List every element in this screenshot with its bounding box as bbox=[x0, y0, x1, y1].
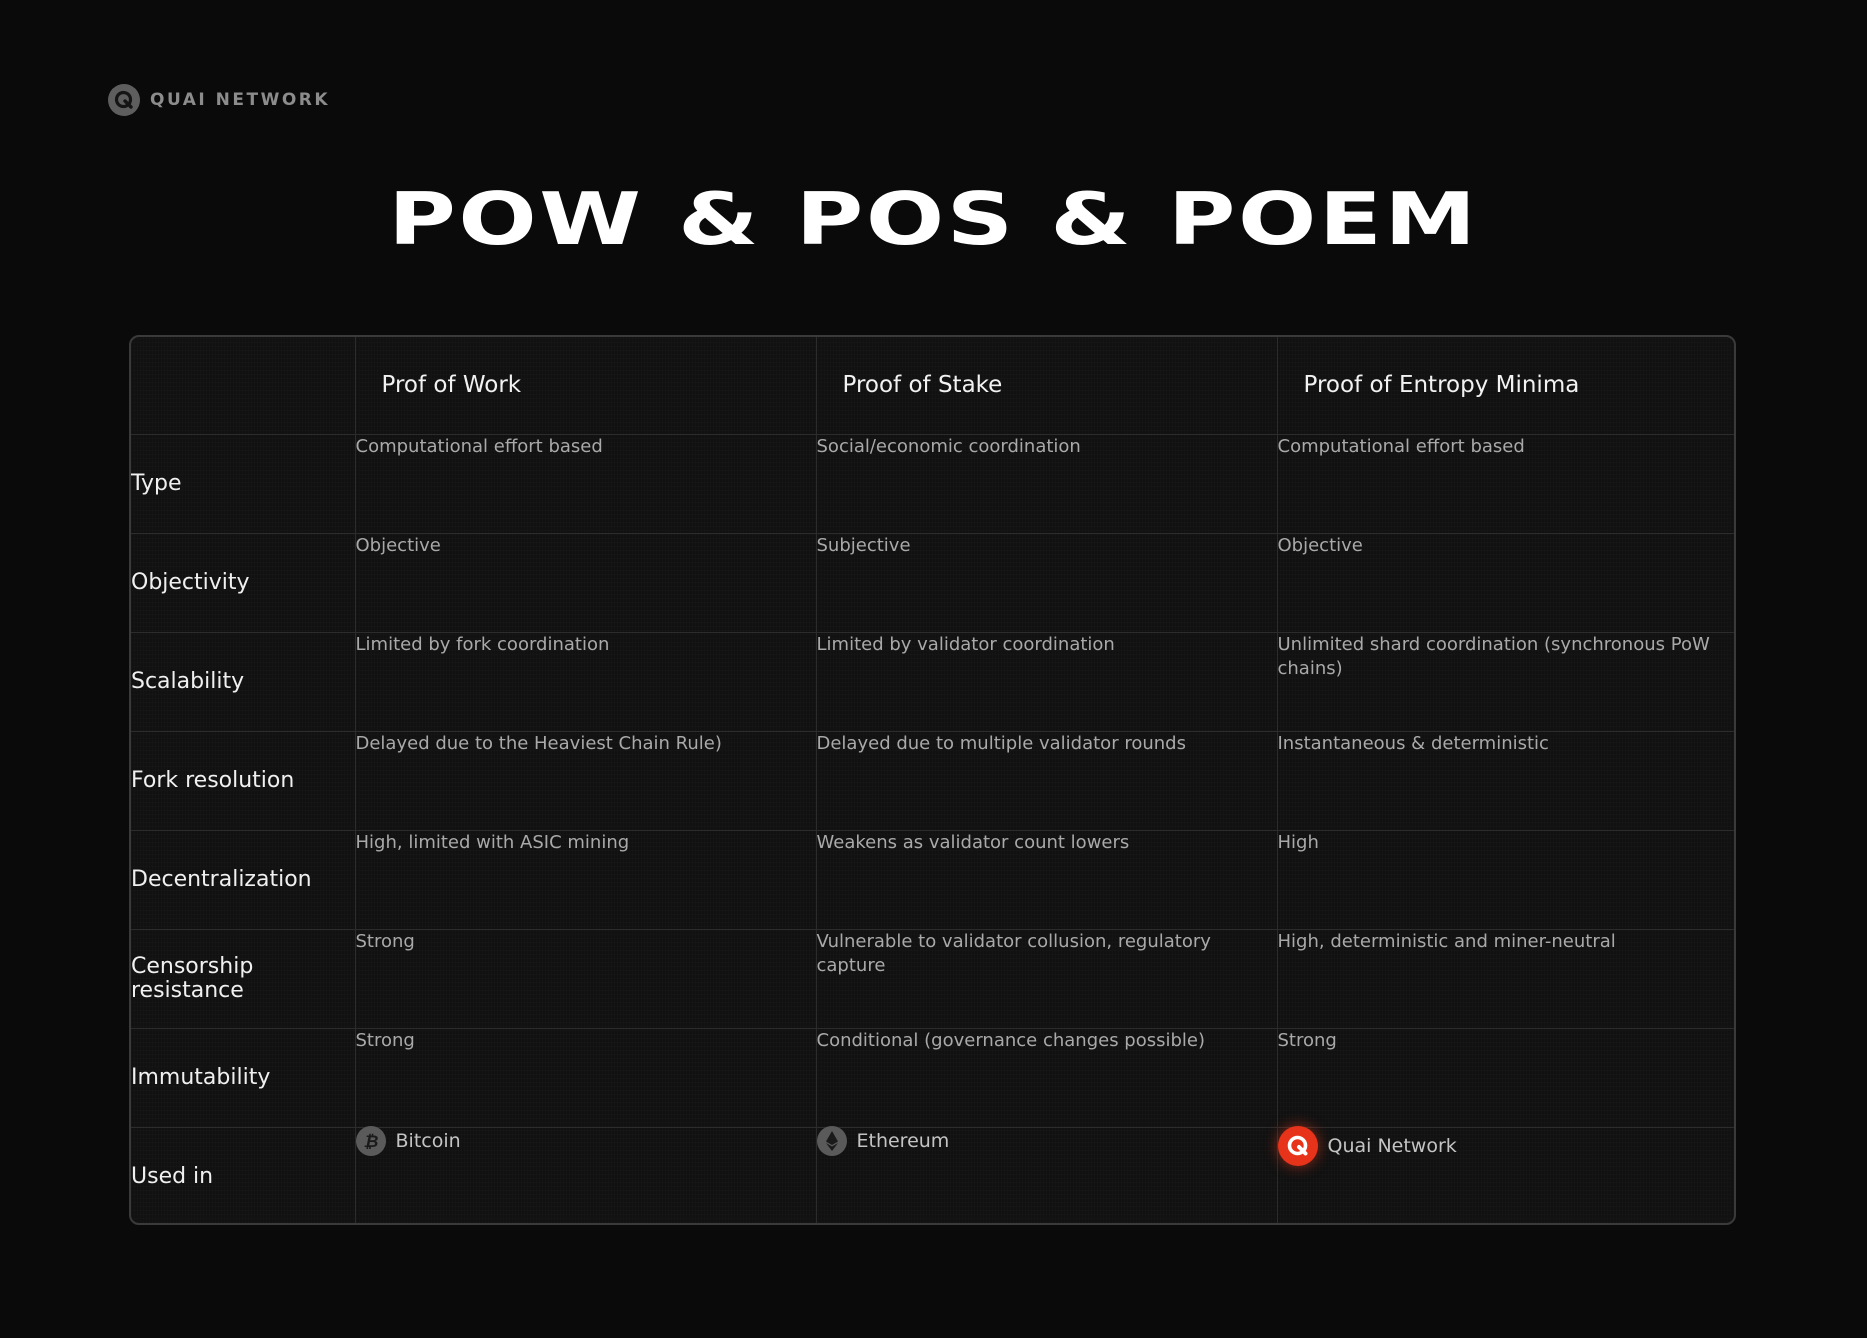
table-cell: High, limited with ASIC mining bbox=[355, 830, 816, 929]
svg-text:₿: ₿ bbox=[363, 1131, 378, 1152]
row-label-objectivity: Objectivity bbox=[131, 533, 355, 632]
row-label-immutability: Immutability bbox=[131, 1028, 355, 1127]
row-label-censorship-resistance: Censorship resistance bbox=[131, 929, 355, 1028]
quai-logo-icon bbox=[108, 84, 140, 116]
row-label-used-in: Used in bbox=[131, 1127, 355, 1225]
table-cell: Unlimited shard coordination (synchronous PoW chains) bbox=[1277, 632, 1736, 731]
table-cell: Strong bbox=[1277, 1028, 1736, 1127]
table-cell: High bbox=[1277, 830, 1736, 929]
brand-name: QUAI NETWORK bbox=[150, 90, 331, 110]
table-header-row bbox=[131, 337, 1736, 434]
used-in-label: Quai Network bbox=[1327, 1134, 1457, 1157]
quai-network-icon bbox=[1278, 1126, 1318, 1166]
table-cell: Computational effort based bbox=[1277, 434, 1736, 533]
table-cell: Delayed due to the Heaviest Chain Rule) bbox=[355, 731, 816, 830]
table-cell: Social/economic coordination bbox=[816, 434, 1277, 533]
table-cell: Limited by fork coordination bbox=[355, 632, 816, 731]
table-cell bbox=[816, 1127, 1277, 1225]
table-cell: High, deterministic and miner-neutral bbox=[1277, 929, 1736, 1028]
column-header-pow: Prof of Work bbox=[355, 337, 816, 434]
table-cell: Subjective bbox=[816, 533, 1277, 632]
table-row bbox=[131, 731, 1736, 830]
table-cell bbox=[355, 1127, 816, 1225]
row-label-type: Type bbox=[131, 434, 355, 533]
table-cell: Objective bbox=[1277, 533, 1736, 632]
table-row-used-in bbox=[131, 1127, 1736, 1225]
table-cell bbox=[1277, 1127, 1736, 1225]
table-cell: Weakens as validator count lowers bbox=[816, 830, 1277, 929]
used-in-label: Ethereum bbox=[856, 1129, 950, 1152]
used-in-quai-network bbox=[1278, 1126, 1737, 1166]
row-label-fork-resolution: Fork resolution bbox=[131, 731, 355, 830]
table-cell: Strong bbox=[355, 929, 816, 1028]
table-row bbox=[131, 434, 1736, 533]
column-header-pos: Proof of Stake bbox=[816, 337, 1277, 434]
bitcoin-icon bbox=[356, 1126, 386, 1156]
table-cell: Computational effort based bbox=[355, 434, 816, 533]
ethereum-icon bbox=[817, 1126, 847, 1156]
table-row bbox=[131, 1028, 1736, 1127]
table-cell: Strong bbox=[355, 1028, 816, 1127]
table-cell: Delayed due to multiple validator rounds bbox=[816, 731, 1277, 830]
used-in-ethereum bbox=[817, 1126, 1277, 1156]
used-in-label: Bitcoin bbox=[395, 1129, 461, 1152]
row-label-decentralization: Decentralization bbox=[131, 830, 355, 929]
used-in-bitcoin bbox=[356, 1126, 816, 1156]
header-empty-cell bbox=[131, 337, 355, 434]
page-title: POW & POS & POEM bbox=[388, 177, 1479, 261]
table-cell: Conditional (governance changes possible) bbox=[816, 1028, 1277, 1127]
table-row bbox=[131, 632, 1736, 731]
table-row bbox=[131, 830, 1736, 929]
table-row bbox=[131, 929, 1736, 1028]
table-cell: Instantaneous & deterministic bbox=[1277, 731, 1736, 830]
table-row bbox=[131, 533, 1736, 632]
column-header-poem: Proof of Entropy Minima bbox=[1277, 337, 1736, 434]
table-cell: Limited by validator coordination bbox=[816, 632, 1277, 731]
table-cell: Vulnerable to validator collusion, regulatory capture bbox=[816, 929, 1277, 1028]
comparison-table bbox=[129, 335, 1736, 1225]
table-cell: Objective bbox=[355, 533, 816, 632]
brand bbox=[108, 84, 330, 116]
row-label-scalability: Scalability bbox=[131, 632, 355, 731]
